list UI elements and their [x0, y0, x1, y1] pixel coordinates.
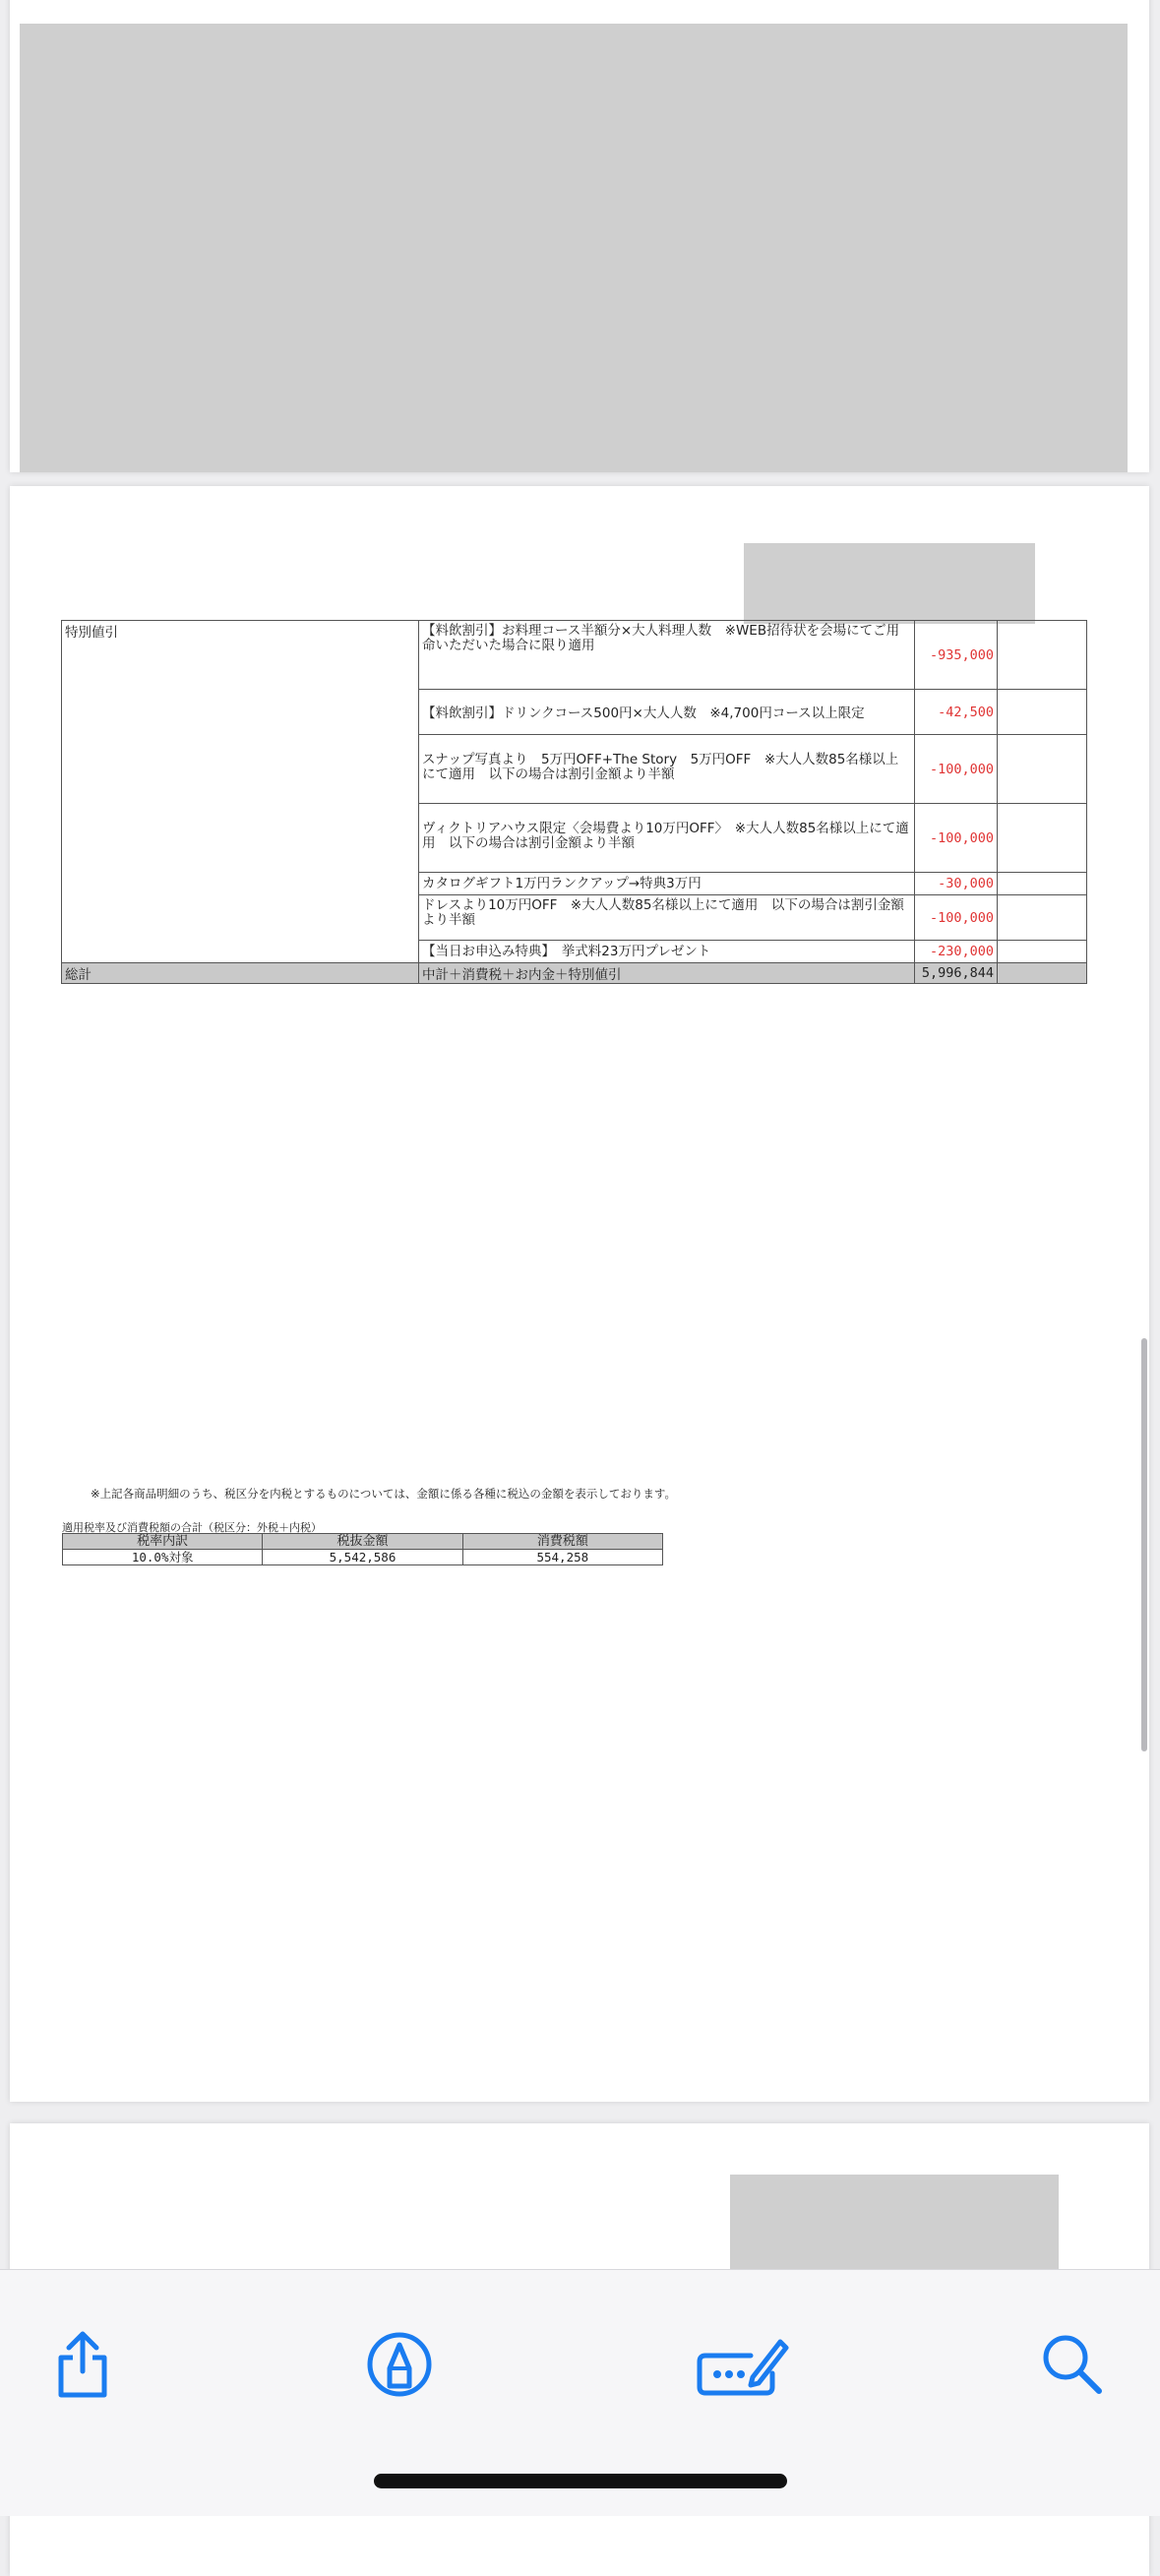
total-formula: 中計＋消費税＋お内金＋特別値引: [419, 963, 915, 984]
discount-item-amount: -100,000: [915, 895, 998, 941]
markup-pen-icon: [364, 2329, 435, 2400]
discount-item-amount: -42,500: [915, 690, 998, 735]
home-indicator[interactable]: [374, 2474, 787, 2488]
redacted-block: [20, 24, 1128, 472]
table-cell: 5,542,586: [263, 1550, 462, 1565]
markup-button[interactable]: [350, 2315, 449, 2414]
vertical-scrollbar[interactable]: [1141, 1338, 1147, 1751]
table-row: [62, 621, 1087, 690]
search-icon: [1038, 2330, 1107, 2399]
share-button[interactable]: [33, 2315, 132, 2414]
discount-item-label: 【当日お申込み特典】 挙式料23万円プレゼント: [419, 941, 915, 963]
pdf-page-previous: [10, 0, 1149, 472]
discount-section-label: 特別値引: [62, 621, 419, 963]
redacted-block: [744, 543, 1035, 624]
discount-item-label: スナップ写真より 5万円OFF+The Story 5万円OFF ※大人人数85名様以上にて適用 以下の場合は割引金額より半額: [419, 735, 915, 804]
tax-caption: 適用税率及び消費税額の合計（税区分：外税＋内税）: [62, 1521, 322, 1534]
discount-item-label: 【料飲割引】お料理コース半額分×大人料理人数 ※WEB招待状を会場にてご用命いただいた場合に限り適用: [419, 621, 915, 690]
discount-item-amount: -100,000: [915, 735, 998, 804]
pdf-page-current: [10, 486, 1149, 2102]
search-button[interactable]: [1023, 2315, 1122, 2414]
discount-item-label: ドレスより10万円OFF ※大人人数85名様以上にて適用 以下の場合は割引金額より半額: [419, 895, 915, 941]
table-cell: 10.0%対象: [63, 1550, 263, 1565]
discount-item-amount: -230,000: [915, 941, 998, 963]
share-icon: [51, 2328, 114, 2401]
total-amount: 5,996,844: [915, 963, 998, 984]
signature-button[interactable]: [689, 2315, 797, 2414]
redacted-block: [730, 2175, 1059, 2277]
tax-note: ※上記各商品明細のうち、税区分を内税とするものについては、金額に係る各種に税込の金額を表示しております。: [91, 1487, 676, 1501]
table-header-row: [63, 1534, 663, 1550]
discount-item-amount: -100,000: [915, 804, 998, 873]
discount-item-label: ヴィクトリアハウス限定〈会場費より10万円OFF〉 ※大人人数85名様以上にて適用 以下の場合は割引金額より半額: [419, 804, 915, 873]
column-header: 消費税額: [462, 1534, 662, 1550]
discount-table: [61, 620, 1087, 984]
tax-summary-table: [62, 1533, 663, 1565]
signature-icon: [694, 2330, 792, 2399]
discount-item-label: カタログギフト1万円ランクアップ→特典3万円: [419, 873, 915, 895]
table-cell: 554,258: [462, 1550, 662, 1565]
total-label: 総計: [62, 963, 419, 984]
table-row: [63, 1550, 663, 1565]
column-header: 税抜金額: [263, 1534, 462, 1550]
discount-item-label: 【料飲割引】ドリンクコース500円×大人人数 ※4,700円コース以上限定: [419, 690, 915, 735]
column-header: 税率内訳: [63, 1534, 263, 1550]
total-row: [62, 963, 1087, 984]
discount-item-amount: -30,000: [915, 873, 998, 895]
discount-item-amount: -935,000: [915, 621, 998, 690]
